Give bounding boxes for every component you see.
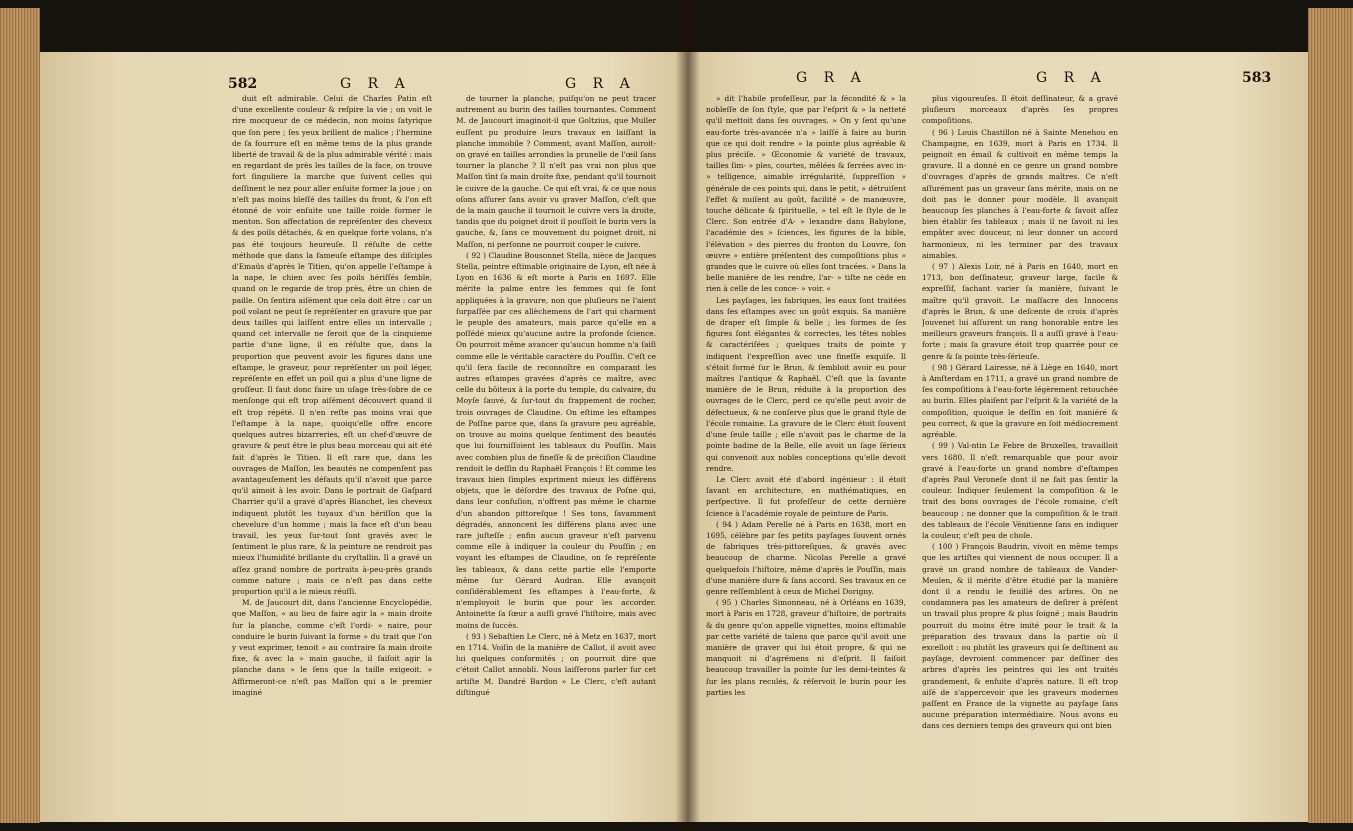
- right-page-number: 583: [1242, 70, 1272, 86]
- book-gutter: [676, 0, 700, 831]
- paragraph: Les payſages, les fabriques, les eaux ſont traitées dans ſes eſtampes avec un goût exquis. Sa manière de draper eſt ſimple & belle ; les formes de ſes figures ſont élégantes & correctes, les têtes nobles & caractériſées ; quelques traits de pointe y indiquent l'expreſſion avec une fineſſe exquiſe. Il s'étoit formé ſur le Brun, & ſembloit avoir eu pour maîtres l'antique & Raphaël. C'eſt que la ſavante manière de le Brun, réduite à la proportion des ouvrages de le Clerc, perd ce qu'elle peut avoir de défectueux, & ne conſerve plus que le grand ſtyle de l'école romaine. La gravure de le Clerc étoit ſouvent d'une ſeule taille ; elle n'avoit pas le charme de la pointe badine de la Belle, elle avoit un ſage ſérieux qui convenoit aux nobles conceptions qu'elle devoit rendre.: [706, 295, 906, 473]
- left-running-head-left: G R A: [340, 76, 411, 92]
- right-column-2: [922, 93, 1118, 818]
- paragraph: ( 95 ) Charles Simonneau, né à Orléans en 1639, mort à Paris en 1728, graveur d'hiſtoire, de portraits & du genre qu'on appelle vignettes, moins eſtimable par cette variété de talens que parce qu'il avoit une manière de graver qui lui étoit propre, & qui ne manquoit ni d'agrémens ni d'eſprit. Il faiſoit beaucoup travailler la pointe ſur les demi-teintes & ſur les plans reculés, & réſervoit le burin pour les parties les: [706, 598, 906, 697]
- paragraph: ( 100 ) François Baudrin, vivoit en même temps que les artiſtes qui viennent de nous occuper. Il a gravé un grand nombre de tableaux de Vander-Meulen, & il mérite d'être étudié par la manière dont il a rendu le feuillé des arbres. On ne condamnera pas les amateurs de deſirer à préſent un travail plus propre & plus ſoigné ; mais Baudrin pourroit du moins être imité pour le trait & la préparation des travaux dans la partie où il excelloit : ou plutôt les graveurs qui ſe deſtinent au payſage, devroient commencer par deſſiner des arbres d'après les peintres qui les ont traités grandement, & enſuite d'après nature. Il eſt trop aiſé de s'appercevoir que les graveurs modernes paſſent en France de la vignette au payſage ſans aucune préparation intermédiaire. Nous avons eu dans ces derniers temps des graveurs qui ont bien: [922, 542, 1118, 731]
- right-page-edge: [1308, 8, 1353, 823]
- right-running-head-left: G R A: [796, 70, 867, 86]
- left-column-1: [232, 93, 432, 818]
- paragraph: ( 97 ) Alexis Loir, né à Paris en 1640, mort en 1713, bon deſſinateur, graveur large, facile & expreſſif, ſachant varier ſa manière, ſuivant le maître qu'il gravoit. Le maſſacre des Innocens d'après le Brun, & une deſcente de croix d'après Jouvenet lui aſſurent un rang honorable entre les meilleurs graveurs françois. Il a auſſi gravé à l'eau-forte ; mais ſa gravure étoit trop quarrée pour ce genre & ſa pointe très-ſérieuſe.: [922, 262, 1118, 361]
- paragraph: plus vigoureuſes. Il étoit deſſinateur, & a gravé pluſieurs morceaux d'après ſes propres compoſitions.: [922, 94, 1118, 126]
- paragraph: de tourner la planche, puiſqu'on ne peut tracer autrement au burin des tailles tournantes. Comment M. de Jaucourt imaginoit-il que Goltzius, que Muller euſſent pu produire leurs travaux en laiſſant la planche immobile ? Comment, avant Maſſon, auroit-on gravé en tailles arrondies la prunelle de l'œil ſans tourner la planche ? Il n'eſt pas vrai non plus que Maſſon tînt ſa main droite fixe, pendant qu'il tournoit le cuivre de la gauche. Ce qui eſt vrai, & ce que nous oſons aſſurer ſans avoir vu graver Maſſon, c'eſt que de la main gauche il tournoit le cuivre vers la droite, tandis que du poignet droit il pouſſoit le burin vers la gauche, &, ſans ce mouvement du poignet droit, ni Maſſon, ni perſonne ne pourroit couper le cuivre.: [456, 94, 656, 249]
- paragraph: ( 96 ) Louis Chastillon né à Sainte Menehou en Champagne, en 1639, mort à Paris en 1734. Il peignoit en émail & cultivoit en même temps la gravure. Il a donné en ce genre un grand nombre d'ouvrages d'après de grands maîtres. Ce n'eſt aſſurément pas un graveur ſans mérite, mais on ne doit pas le donner pour modèle. Il avançoit beaucoup ſes planches à l'eau-forte & ſavoit aſſez bien établir ſes tableaux ; mais il ne ſavoit ni les empâter avec douceur, ni leur donner un accord harmonieux, ni les terminer par des travaux aimables.: [922, 127, 1118, 260]
- right-column-1: [706, 93, 906, 818]
- left-page-edge: [0, 8, 40, 823]
- left-running-head-right: G R A: [565, 76, 636, 92]
- paragraph: Le Clerc avoit été d'abord ingénieur : il étoit ſavant en architecture, en mathématiques, en perſpective. Il fut profeſſeur de cette dernière ſcience à l'académie royale de peinture de Paris.: [706, 474, 906, 518]
- paragraph: ( 99 ) Val-ntin Le Febre de Bruxelles, travailloit vers 1680. Il n'eſt remarquable que pour avoir gravé à l'eau-forte un grand nombre d'eſtampes d'après Paul Veroneſe dont il ne fait pas ſentir la couleur. Indiquer ſeulement la compoſition & le trait des bons ouvrages de l'école romaine, c'eſt beaucoup : ne donner que la compoſition & le trait des tableaux de l'école Vénitienne ſans en indiquer la couleur, c'eſt peu de choſe.: [922, 441, 1118, 540]
- left-page-number: 582: [228, 76, 258, 92]
- paragraph: ( 94 ) Adam Perelle né à Paris en 1638, mort en 1695, célèbre par ſes petits payſages ſouvent ornés de fabriques très-pittoreſques, & gravés avec beaucoup de charme. Nicolas Perelle a gravé quelquefois l'hiſtoire, même d'après le Pouſſin, mais d'une manière dure & ſans accord. Ses travaux en ce genre reſſemblent à ceux de Michel Dorigny.: [706, 519, 906, 596]
- paragraph: ( 93 ) Sebaſtien Le Clerc, né à Metz en 1637, mort en 1714. Voiſin de la manière de Callot, il avoit avec lui quelques conformités ; on pourroit dire que c'étoit Callot annobli. Nous laiſſerons parler ſur cet artiſte M. Dandré Bardon » Le Clerc, c'eſt autant diſtingué: [456, 631, 656, 697]
- paragraph: M. de Jaucourt dit, dans l'ancienne Encyclopédie, que Maſſon, « au lieu de faire agir la » main droite ſur la planche, comme c'eſt l'ordi- » naire, pour conduire le burin ſuivant la forme » du trait que l'on y veut exprimer, tenoit » au contraire ſa main droite fixe, & avec la » main gauche, il faiſoit agir la planche dans » le ſens que la taille exigeoit. » Affirmeront-ce n'eſt pas Maſſon qui a le premier imaginé: [232, 598, 432, 697]
- paragraph: » dit l'habile profeſſeur, par la fécondité & » la nobleſſe de ſon ſtyle, que par l'eſprit & » la netteté qu'il mettoit dans ſes ouvrages. » On y ſent qu'une eau-forte très-avancée n'a » laiſſé à faire au burin que ce qui doit rendre » la pointe plus agréable & plus préciſe. » Œconomie & variété de travaux, tailles ſim- » ples, courtes, mêlées & ſerrées avec in- » telligence, aimable irrégularité, ſuppreſſion » générale de ces points qui, dans le petit, » détruiſent l'effet & nuiſent au goût, facilité » de manœuvre, touche délicate & ſpirituelle, » tel eſt le ſtyle de le Clerc. Son entrée d'A- » lexandre dans Babylone, l'académie des » ſciences, les figures de la bible, l'élévation » des pierres du fronton du Louvre, ſon œuvre » entière préſentent des compoſitions plus » grandes que le cuivre où elles ſont tracées. » Dans la belle manière de les rendre, l'ar- » tiſte ne cède en rien à celle de les conce- » voir. «: [706, 94, 906, 294]
- left-column-2: [456, 93, 656, 818]
- paragraph: ( 92 ) Claudine Bousonnet Stella, nièce de Jacques Stella, peintre eſtimable originaire de Lyon, eſt née à Lyon en 1636 & eſt morte à Paris en 1697. Elle mérite la palme entre les femmes qui ſe ſont appliquées à la gravure, non que pluſieurs ne l'aient ſurpaſſée par ces allèchemens de l'art qui charment le peuple des amateurs, mais parce qu'elle en a poſſédé mieux qu'aucune autre la profonde ſcience. On pourroit même avancer qu'aucun homme n'a ſaiſi comme elle le véritable caractère du Pouſſin. C'eſt ce qu'il ſera facile de reconnoître en comparant les autres eſtampes gravées d'après ce maître, avec celle du bŏiteux à la porte du temple, du calvaire, du Moyſe ſauvé, & ſur-tout du frappement de rocher, trois ouvrages de Claudine. On eſtime les eſtampes de Poſſne parce que, dans ſa gravure peu agréable, on trouve au moins quelque ſentiment des beautés que lui fourniſſoient les tableaux du Pouſſin. Mais avec combien plus de fineſſe & de préciſion Claudine rendoit le deſſin du Raphaël François ! Et comme les travaux bien ſimples expriment mieux les différens objets, que le déſordre des travaux de Poſne qui, dans leur confuſion, n'offrent pas même le charme d'un abandon pittoreſque ! Ses tons, ſavamment dégradés, annoncent les différens plans avec une rare juſteſſe ; enfin aucun graveur n'eſt parvenu comme elle à indiquer la couleur du Pouſſin ; en voyant les eſtampes de Claudine, on ſe repréſente les tableaux, & dans cette partie elle l'emporte même ſur Gérard Audran. Elle avançoit conſidérablement ſes eſtampes à l'eau-forte, & n'employoit le burin que pour les accorder. Antoinette ſa ſœur a auſſi gravé l'hiſtoire, mais avec moins de ſuccès.: [456, 250, 656, 630]
- paragraph: ( 98 ) Gérard Lairesse, né à Liège en 1640, mort à Amſterdam en 1711, a gravé un grand nombre de ſes compoſitions à l'eau-forte légèrement retouchée au burin. Elles plaiſent par l'eſprit & la variété de la compoſition, quoique le deſſin en ſoit maniéré & peu correct, & que la gravure en ſoit médiocrement agréable.: [922, 362, 1118, 440]
- right-running-head-right: G R A: [1036, 70, 1107, 86]
- paragraph: duit eſt admirable. Celui de Charles Patin eſt d'une excellente couleur & reſpire la vie ; on voit le rire mocqueur de ce médecin, non moins ſatyrique que ſon pere ; ſes yeux brillent de malice ; l'hermine de ſa fourrure eſt en même tems de la plus grande liberté de travail & de la plus admirable vérité : mais en regardant de près les tailles de la face, on trouve fort ſinguliere la marche que ſuivent celles qui deſſinent le nez pour aller enſuite former la joue ; on n'eſt pas moins bleſſé des tailles du front, & l'on eſt étonné de voir enſuite une taille roide former le menton. Son affectation de repréſenter des cheveux & des poils détachés, & en quelque forte volans, n'a pas été toujours heureuſe. Il réſulte de cette méthode que dans la fameuſe eſtampe des diſciples d'Emaüs d'après le Titien, qu'on appelle l'eſtampe à la nape, le chien avec ſes poils hériſſés ſemble, quand on le regarde de trop près, être un chien de paille. On ſentira aiſément que cela doit être : car un poil volant ne peut ſe repréſenter en gravure que par deux tailles qui laiſſent entre elles un intervalle ; quand cet intervalle ne ſeroit que de la cinquieme partie d'une ligne, il en réſulte que, dans la proportion que peuvent avoir les figures dans une eſtampe, le graveur, pour repréſenter un poil léger, repréſente en effet un poil qui a plus d'une ligne de groſſeur. Il faut donc faire un uſage très-ſobre de ce menſonge qui eſt trop aiſément découvert quand il eſt trop répété. Il n'en reſte pas moins vrai que l'eſtampe à la nape, quoiqu'elle offre encore quelques autres bizarreries, eſt un chef-d'œuvre de gravure & peut être le plus beau morceau qui ait été fait d'après le Titien. Il eſt rare que, dans les ouvrages de Maſſon, les beautés ne compenſent pas avantageuſement les défauts qu'il n'avoit que parce qu'il aimoit à les avoir. Dans le portrait de Gaſpard Charrier qu'il a gravé d'après Blanchet, les cheveux indiquent plutôt les tuyaux d'un hériſſon que la chevelure d'un homme ; mais la face eſt d'un beau travail, les yeux ſur-tout ſont gravés avec le ſentiment le plus rare, & la peinture ne rendroit pas mieux l'humidité brillante du cryſtallin. Il a gravé un aſſez grand nombre de portraits à-peu-près grands comme nature ; mais ce n'eſt pas dans cette proportion qu'il a le mieux réuſſi.: [232, 94, 432, 596]
